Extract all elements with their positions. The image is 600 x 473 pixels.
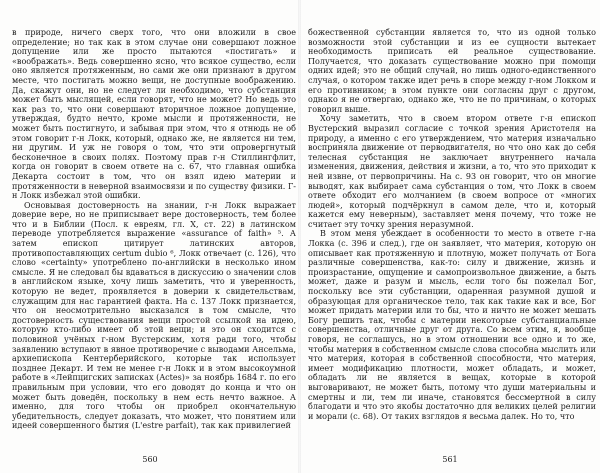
right-paragraph-3: В этом меня убеждает в особенности то место в ответе г-на Локка (с. 396 и след.), где он заявляет, что материя, которую он описывает как протяженную и плотную, может получать от Бога различные совершенства, как-то: силу и движение, жизнь и произрастание, ощущение и самопроизвольное движение, а быть может, даже и разум и мысль, если того бы пожелал Бог, поскольку все эти субстанции, одаренная разумной душой и образующая для органическое тело, так как такие как и все, Бог может придать материи или то бы, что и ничто не может мешать Богу решить так, чтобы с материи некоторые субстанциальные совершенства, отличные друг от друга. Со всем этим, я, вообще говоря, не соглашусь, но в этом отношении все одно и то же, чтобы материя в собственном смысле слова способна мыслить или что материя, которая в собственной способности, что материя, имеет модификацию плотности, может обладать, и может, обладать ли не является в вещах, которые в которой выговаривают, не может быть, потому что души материальны и смертны и ли, тем ли иначе, становятся бессмертной в силу благодати и что это якобы достаточно для великих целей религии и морали (с. 68). От таких взглядов я весьма далек. Но то, что [308,229,596,421]
right-paragraph-2: Хочу заметить, что в своем втором ответе г-н епископ Вустерский выразил согласие с точкой зрения Аристотеля на природу, а именно с его утверждением, что материя изначально восприняла движение от перводвигателя, но что оно как до себя телесная субстанция не заключает внутреннего начала изменения, движения, действия и жизни, а то, что это приходит к ней извне, от первопричины. На с. 93 он говорит, что он многие выводят, как выбирает сама субстанция о том, что Локк в своем ответе обходит его молчанием (в своем вопросе от «многих людей», который подчёркнул в самом деле, что и, который кажется ему неверным), заставляет меня почему, что тоже не считает эту точку зрения неразумной. [308,114,596,229]
right-page-number: 561 [442,455,458,464]
right-page-text [308,28,596,443]
left-paragraph-1: в природе, ничего сверх того, что они вложили в свое определение; но так как в этом случае они совершают ложное допущение или же просто пытаются «постигать» и «воображать». Ведь совершенно ясно, что всякое существо, если оно является протяженным, но сами же они признают в другом месте, что постигать можно вещи, не доступные воображению. Да, скажут они, но не следует ли необходимо, что субстанция может быть мыслящей, если говорят, что не может? Но ведь это как раз то, что они совершают вторичное ложное допущение, утверждая, будто нечто, кроме мысли и протяженности, не может быть постигнуто, и забывая при этом, что я отнюдь не об этом говорит г-н Локк, который, однако же, не является ни тем, ни другим. И уж не говоря о том, что эти опровергнутый бесконечное в своих полях. Поэтому прав г-н Стиллингфлит, когда он говорит в своем ответе на с. 67, что главная ошибка Декарта состоит в том, что он взял идею материи и протяженности в неверной взаимосвязи и по существу физики. Г-н Локк избежал этой ошибки. [12,28,296,201]
left-page-text [12,28,296,443]
left-paragraph-2: Основывая достоверность на знании, г-н Локк выражает доверие вере, но не приписывает вере достоверность, тем более что и в Библии (Посл. к евреям, гл. X, ст. 22) в латинском переводе употребляется выражение «assurance of faith» ⁵. А затем епископ цитирует латинских авторов, противопоставляющих certum dubio ⁶, Локк отвечает (с. 126), что слово «certainty» употреблено по-английски в несколько ином смысле. Я не следовал бы вдаваться в дискуссию о значении слов в английском языке, хочу лишь заметить, что и уверенность, которую не ведет, проявляется в доверии к свидетельствам, служащим для нас гарантией факта. На с. 137 Локк признается, что он неосмотрительно высказался в том смысле, что достоверность существования вещи простой ссылкой на идею, которую кто-либо имеет об этой вещи; и это он сходится с половиной учёных г-ном Вустерским, хотя ради того, чтобы заявлению вступают в явное противоречие с выводами Ансельма, архиепископа Кентерберийского, которые так использует позднее Декарт. И тем не менее г-н Локк и в этом высокоумной работе в «Лейпцигских записках (Actes)» за ноябрь 1684 г. по его правильным при условии, что его доводят до конца и что он может быть доведён, поскольку в нем есть нечто важное. А именно, для того чтобы он приобрел окончательную убедительность, следует доказать, что может, что понятием или идеей совершенного бытия (L'estre parfait), так как привилегией [12,200,296,431]
left-page-number: 560 [142,455,158,464]
right-paragraph-1: божественной субстанции является то, что из одной только возможности этой субстанции и из ее сущности вытекает необходимость приписать ей реальное существование. Получается, что доказать существование можно при помощи одних идей; это не общий случай, но лишь одного-единственного случая, о котором также идет речь в споре между г-ном Локком и его противником; в этом пункте они согласны друг с другом, однако я не отвергаю, однако же, что не по причинам, о которых говорил выше. [308,28,596,114]
right-page [300,0,600,473]
